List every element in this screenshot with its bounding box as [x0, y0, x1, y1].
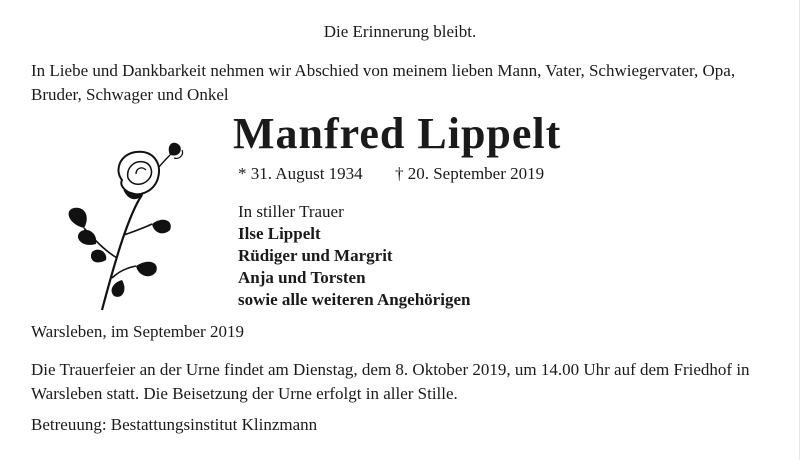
mourner-name: sowie alle weiteren Angehörigen: [238, 290, 471, 309]
funeral-notice: Die Trauerfeier an der Urne findet am Dienstag, dem 8. Oktober 2019, um 14.00 Uhr auf dem Friedhof in Warsleben statt. Die Beisetzung der Urne erfolgt in aller Stille.: [31, 360, 750, 403]
motto: Die Erinnerung bleibt.: [323, 22, 477, 41]
mourning-heading: In stiller Trauer: [238, 202, 344, 221]
mourner-name: Ilse Lippelt: [238, 224, 321, 243]
funeral-home: Betreuung: Bestattungsinstitut Klinzmann: [31, 415, 318, 434]
mourners-block: [238, 201, 470, 311]
rose-icon: [62, 140, 187, 315]
intro-text: In Liebe und Dankbarkeit nehmen wir Abschied von meinem lieben Mann, Vater, Schwiegervater, Opa, Bruder, Schwager und Onkel: [31, 61, 736, 104]
birth-date: * 31. August 1934: [238, 164, 363, 183]
mourner-name: Rüdiger und Margrit: [238, 246, 393, 265]
life-dates: [238, 164, 544, 184]
mourner-name: Anja und Torsten: [238, 268, 366, 287]
deceased-name: Manfred Lippelt: [233, 109, 562, 158]
death-date: † 20. September 2019: [394, 164, 545, 183]
place-date: Warsleben, im September 2019: [31, 322, 244, 341]
